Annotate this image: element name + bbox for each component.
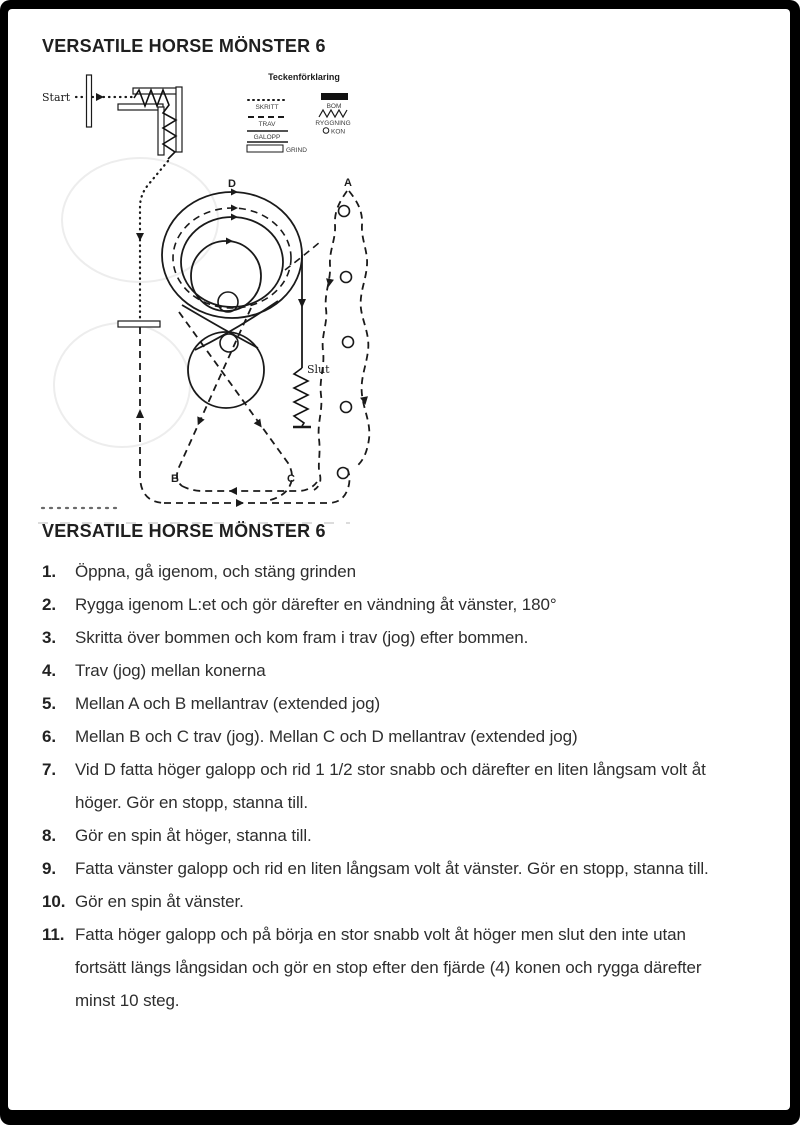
- item-number: 11.: [42, 925, 65, 944]
- legend-title: Teckenförklaring: [268, 72, 340, 82]
- marker-c: C: [287, 473, 295, 485]
- legend-trav-label: TRAV: [258, 121, 276, 128]
- item-number: 3.: [42, 628, 56, 647]
- legend-ryggning-symbol: [319, 110, 347, 117]
- item-text: Öppna, gå igenom, och stäng grinden: [75, 562, 356, 581]
- item-text: Mellan B och C trav (jog). Mellan C och D mellantrav (extended jog): [75, 727, 578, 746]
- instruction-row: [42, 555, 734, 588]
- marker-d: D: [228, 178, 236, 190]
- legend-bom-label: BOM: [326, 103, 342, 110]
- marker-b: B: [171, 473, 179, 485]
- item-text: Vid D fatta höger galopp och rid 1 1/2 stor snabb och därefter en liten långsam volt åt höger. Gör en stopp, stanna till.: [75, 760, 706, 812]
- concentric-circles: [162, 192, 302, 408]
- item-text: Fatta höger galopp och på börja en stor snabb volt åt höger men slut den inte utan fortsätt längs långsidan och gör en stop efter den fjärde (4) konen och rygga därefter minst 10 steg.: [75, 925, 702, 1010]
- trav-left-line: [140, 327, 164, 503]
- instruction-row: [42, 687, 734, 720]
- start-label: Start: [42, 91, 71, 104]
- legend: [247, 72, 351, 154]
- cones: [338, 206, 354, 479]
- legend-bom-symbol: [321, 93, 348, 100]
- legend-galopp-label: GALOPP: [253, 134, 281, 141]
- bottom-arrow-left: [229, 487, 237, 495]
- instruction-row: [42, 819, 734, 852]
- ryggning-final-zigzag: [294, 368, 308, 426]
- bottom-arrow-right: [236, 499, 244, 507]
- start-arrow: [96, 93, 104, 101]
- marker-a: A: [344, 177, 352, 189]
- instruction-row: [42, 753, 734, 819]
- instructions-list: [42, 555, 734, 1017]
- legend-grind-label: GRIND: [286, 147, 307, 154]
- legend-kon-label: KON: [331, 128, 346, 136]
- x-arrow-c: [254, 419, 265, 430]
- page-title: VERSATILE HORSE MÖNSTER 6: [42, 36, 326, 56]
- slut-label: Slut: [307, 363, 330, 376]
- item-text: Rygga igenom L:et och gör därefter en vändning åt vänster, 180°: [75, 595, 557, 614]
- galopp-down-arrow: [298, 299, 306, 308]
- instruction-row: [42, 654, 734, 687]
- instruction-row: [42, 918, 734, 1017]
- serpentine: [314, 191, 369, 490]
- grind-gate: [87, 75, 92, 127]
- legend-skritt-label: SKRITT: [255, 104, 279, 111]
- instruction-row: [42, 885, 734, 918]
- bom-bar: [118, 321, 160, 327]
- ryggning-l-zigzag: [134, 90, 176, 159]
- item-number: 1.: [42, 562, 56, 581]
- item-text: Gör en spin åt höger, stanna till.: [75, 826, 312, 845]
- legend-ryggning-label: RYGGNING: [315, 120, 351, 127]
- instructions-title: VERSATILE HORSE MÖNSTER 6: [42, 521, 326, 541]
- instruction-row: [42, 588, 734, 621]
- instruction-row: [42, 621, 734, 654]
- item-text: Trav (jog) mellan konerna: [75, 661, 266, 680]
- item-number: 9.: [42, 859, 56, 878]
- skritt-down-arrow: [136, 233, 144, 241]
- item-number: 8.: [42, 826, 56, 845]
- item-number: 2.: [42, 595, 56, 614]
- item-text: Gör en spin åt vänster.: [75, 892, 244, 911]
- bottom-track-upper: [182, 482, 317, 491]
- item-number: 6.: [42, 727, 56, 746]
- item-text: Fatta vänster galopp och rid en liten långsam volt åt vänster. Gör en stopp, stanna till.: [75, 859, 709, 878]
- instruction-row: [42, 720, 734, 753]
- l-poles: [118, 87, 182, 155]
- item-number: 10.: [42, 892, 66, 911]
- legend-grind-symbol: [247, 145, 283, 152]
- item-text: Mellan A och B mellantrav (extended jog): [75, 694, 381, 713]
- item-number: 7.: [42, 760, 56, 779]
- trav-up-arrow: [136, 409, 144, 418]
- item-number: 4.: [42, 661, 56, 680]
- item-text: Skritta över bommen och kom fram i trav (jog) efter bommen.: [75, 628, 529, 647]
- item-number: 5.: [42, 694, 56, 713]
- instruction-row: [42, 852, 734, 885]
- legend-kon-symbol: [323, 128, 329, 134]
- x-arrow-b: [194, 416, 205, 427]
- pattern-diagram: [30, 65, 410, 527]
- bottom-track-lower: [164, 468, 350, 503]
- document-page: [8, 9, 790, 1110]
